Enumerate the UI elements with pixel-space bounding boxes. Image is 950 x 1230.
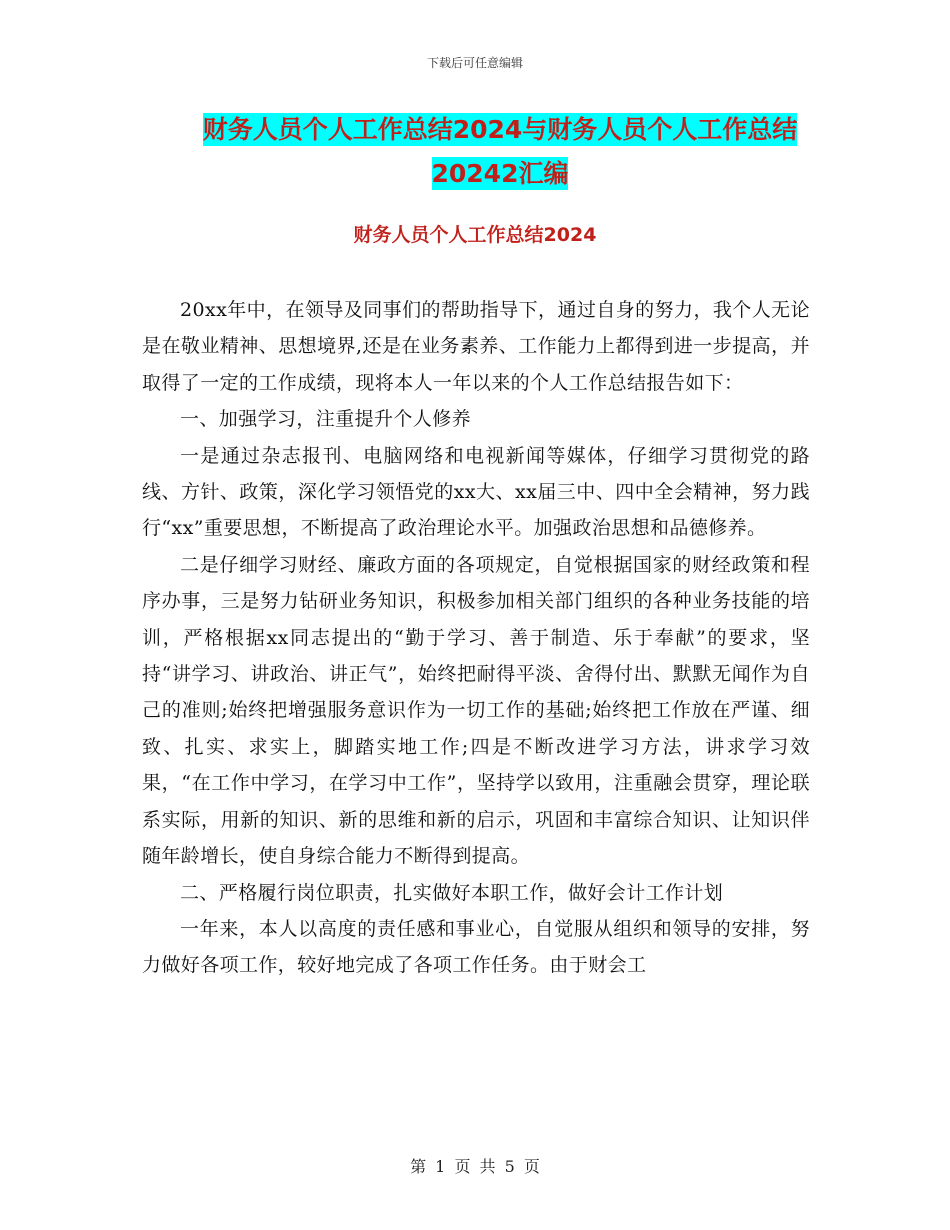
page-header-note: 下载后可任意编辑: [426, 56, 523, 70]
main-title-line-1: 财务人员个人工作总结2024与财务人员个人工作总结: [202, 115, 798, 144]
paragraph-intro: 20xx年中，在领导及同事们的帮助指导下，通过自身的努力，我个人无论是在敬业精神、思想境界,还是在业务素养、工作能力上都得到进一步提高，并取得了一定的工作成绩，现将本人一年以来的个人工作总结报告如下：: [142, 299, 810, 394]
section-title: 财务人员个人工作总结2024: [353, 224, 597, 246]
document-main-title: [140, 108, 860, 196]
paragraph-study-1: 一是通过杂志报刊、电脑网络和电视新闻等媒体，仔细学习贯彻党的路线、方针、政策，深化学习领悟党的xx大、xx届三中、四中全会精神，努力践行“xx”重要思想，不断提高了政治理论水平。加强政治思想和品德修养。: [142, 444, 810, 540]
page-number: 第 1 页 共 5 页: [410, 1157, 540, 1176]
paragraph-heading-1: 一、加强学习，注重提升个人修养: [180, 408, 472, 431]
paragraph-study-2: 二是仔细学习财经、廉政方面的各项规定，自觉根据国家的财经政策和程序办事，三是努力钻研业务知识，积极参加相关部门组织的各种业务技能的培训，严格根据xx同志提出的“勤于学习、善于制造、乐于奉献”的要求，坚持“讲学习、讲政治、讲正气”，始终把耐得平淡、舍得付出、默默无闻作为自己的准则;始终把增强服务意识作为一切工作的基础;始终把工作放在严谨、细致、扎实、求实上，脚踏实地工作;四是不断改进学习方法，讲求学习效果，“在工作中学习，在学习中工作”，坚持学以致用，注重融会贯穿，理论联系实际，用新的知识、新的思维和新的启示，巩固和丰富综合知识、让知识伴随年龄增长，使自身综合能力不断得到提高。: [142, 553, 810, 868]
document-body: [142, 292, 810, 984]
paragraph-heading-2: 二、严格履行岗位职责，扎实做好本职工作，做好会计工作计划: [180, 881, 724, 904]
main-title-line-2: 20242汇编: [431, 159, 569, 188]
paragraph-duty: 一年来，本人以高度的责任感和事业心，自觉服从组织和领导的安排，努力做好各项工作，较好地完成了各项工作任务。由于财会工: [142, 917, 810, 977]
